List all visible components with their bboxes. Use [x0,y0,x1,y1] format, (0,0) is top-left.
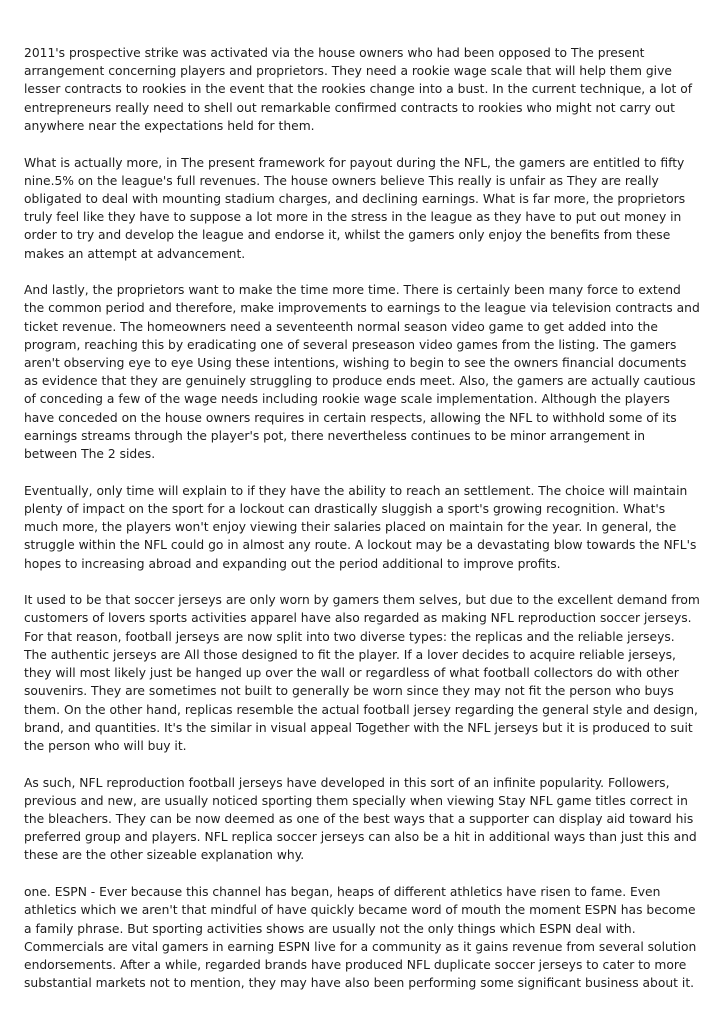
paragraph-4: Eventually, only time will explain to if they have the ability to reach an settlement. The choice will maintain plenty of impact on the sport for a lockout can drastically sluggish a sport's growing recognition. What's much more, the players won't enjoy viewing their salaries placed on maintain for the year. In general, the struggle within the NFL could go in almost any route. A lockout may be a devastating blow towards the NFL's hopes to increasing abroad and expanding out the period additional to improve profits. [24,483,697,571]
paragraph-5: It used to be that soccer jerseys are only worn by gamers them selves, but due to the excellent demand from customers of lovers sports activities apparel have also regarded as making NFL reproduction soccer jerseys. For that reason, football jerseys are now split into two diverse types: the replicas and the reliable jerseys. The authentic jerseys are All those designed to fit the player. If a lover decides to acquire reliable jerseys, they will most likely just be hanged up over the wall or regardless of what football collectors do with other souvenirs. They are sometimes not built to generally be worn since they may not fit the person who buys them. On the other hand, replicas resemble the actual football jersey regarding the general style and design, brand, and quantities. It's the similar in visual appeal Together with the NFL jerseys but it is produced to suit the person who will buy it. [24,593,700,753]
paragraph-6: As such, NFL reproduction football jerseys have developed in this sort of an infinite popularity. Followers, previous and new, are usually noticed sporting them specially when viewing Stay NFL game titles correct in the bleachers. They can be now deemed as one of the best ways that a supporter can display aid toward his preferred group and players. NFL replica soccer jerseys can also be a hit in additional ways than just this and these are the other sizeable explanation why. [24,775,697,863]
paragraph-7: one. ESPN - Ever because this channel has began, heaps of different athletics have risen to fame. Even athletics which we aren't that mindful of have quickly became word of mouth the moment ESPN has become a family phrase. But sporting activities shows are usually not the only things which ESPN deal with. Commercials are vital gamers in earning ESPN live for a community as it gains revenue from several solution endorsements. After a while, regarded brands have produced NFL duplicate soccer jerseys to cater to more substantial markets not to mention, they may have also been performing some significant business about it. [24,885,697,991]
paragraph-1: 2011's prospective strike was activated via the house owners who had been opposed to The present arrangement concerning players and proprietors. They need a rookie wage scale that will help them give lesser contracts to rookies in the event that the rookies change into a bust. In the current technique, a lot of entrepreneurs really need to shell out remarkable confirmed contracts to rookies who might not carry out anywhere near the expectations held for them. [24,46,693,133]
paragraph-2: What is actually more, in The present framework for payout during the NFL, the gamers are entitled to fifty nine.5% on the league's full revenues. The house owners believe This really is unfair as They are really obligated to deal with mounting stadium charges, and declining earnings. What is far more, the proprietors truly feel like they have to suppose a lot more in the stress in the league as they have to put out money in order to try and develop the league and endorse it, whilst the gamers only enjoy the benefits from these makes an attempt at advancement. [24,155,686,261]
paragraph-3: And lastly, the proprietors want to make the time more time. There is certainly been many force to extend the common period and therefore, make improvements to earnings to the league via television contracts and ticket revenue. The homeowners need a seventeenth normal season video game to get added into the program, reaching this by eradicating one of several preseason video games from the listing. The gamers aren't observing eye to eye Using these intentions, wishing to begin to see the owners financial documents as evidence that they are genuinely struggling to produce ends meet. Also, the gamers are actually cautious of conceding a few of the wage needs including rookie wage scale implementation. Although the players have conceded on the house owners requires in certain respects, allowing the NFL to withhold some of its earnings streams through the player's pot, there nevertheless continues to be minor arrangement in between The 2 sides. [24,283,700,462]
